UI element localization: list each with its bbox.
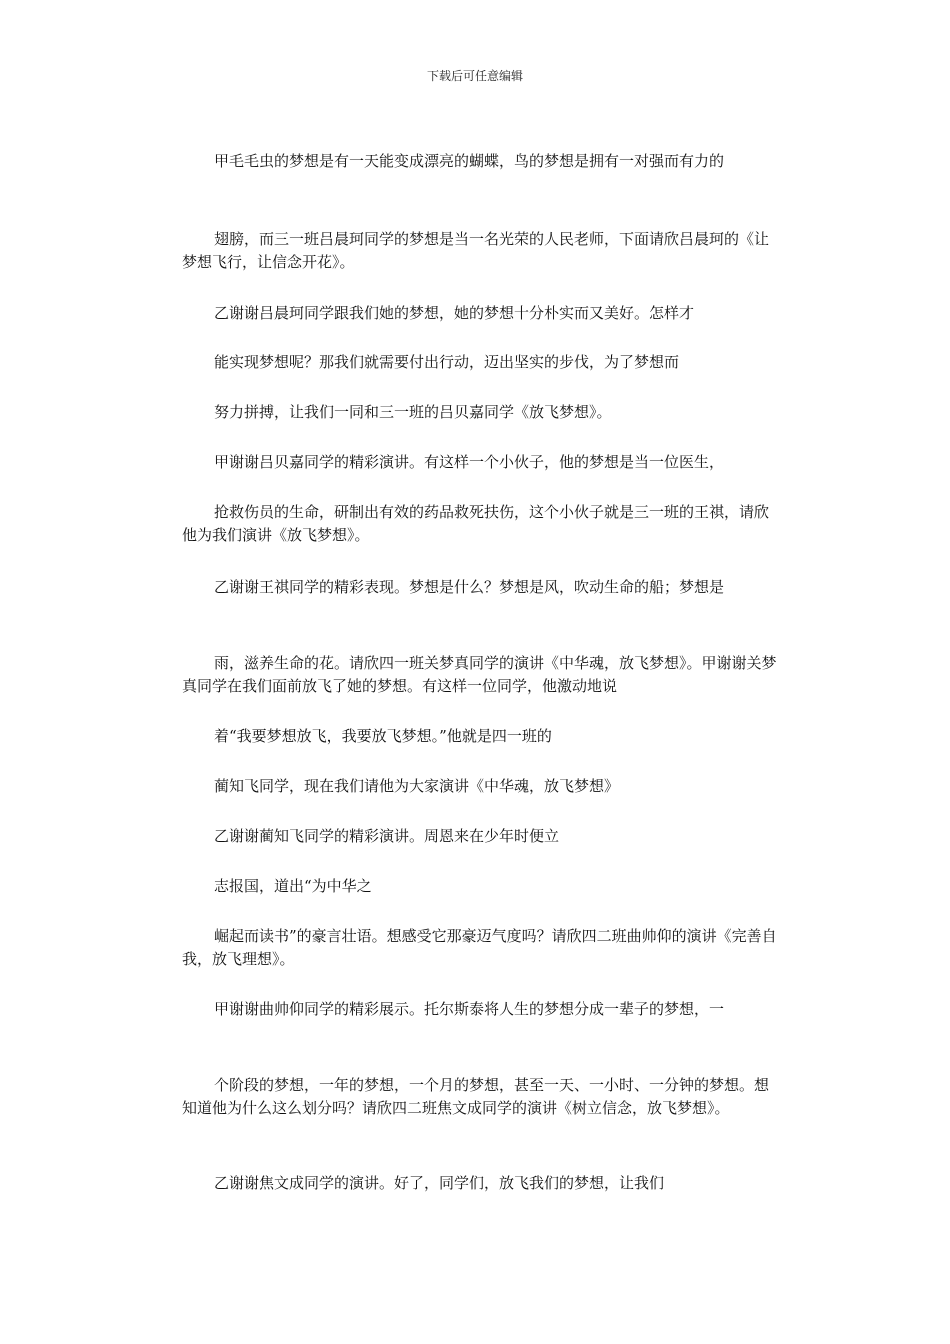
paragraph-5: 努力拼搏，让我们一同和三一班的吕贝嘉同学《放飞梦想》。 [214,403,612,421]
paragraph-16: 个阶段的梦想，一年的梦想，一个月的梦想，甚至一天、一小时、一分钟的梦想。想知道他为什么这么划分吗？请欣四二班焦文成同学的演讲《树立信念，放飞梦想》。 [182,1076,770,1117]
paragraph-15: 甲谢谢曲帅仰同学的精彩展示。托尔斯泰将人生的梦想分成一辈子的梦想，一 [214,1000,725,1018]
paragraph-1: 甲毛毛虫的梦想是有一天能变成漂亮的蝴蝶，鸟的梦想是拥有一对强而有力的 [214,152,725,170]
paragraph-10: 着“我要梦想放飞，我要放飞梦想。”他就是四一班的 [214,727,552,745]
page-header: 下载后可任意编辑 [426,69,523,83]
paragraph-12: 乙谢谢蔺知飞同学的精彩演讲。周恩来在少年时便立 [214,827,560,845]
paragraph-4: 能实现梦想呢？那我们就需要付出行动，迈出坚实的步伐，为了梦想而 [214,353,680,371]
paragraph-3: 乙谢谢吕晨珂同学跟我们她的梦想，她的梦想十分朴实而又美好。怎样才 [214,304,695,322]
paragraph-17: 乙谢谢焦文成同学的演讲。好了，同学们，放飞我们的梦想，让我们 [214,1174,665,1192]
paragraph-7: 抢救伤员的生命，研制出有效的药品救死扶伤，这个小伙子就是三一班的王祺，请欣他为我们演讲《放飞梦想》。 [182,503,770,544]
paragraph-13: 志报国，道出“为中华之 [214,877,372,895]
paragraph-9: 雨，滋养生命的花。请欣四一班关梦真同学的演讲《中华魂，放飞梦想》。甲谢谢关梦真同学在我们面前放飞了她的梦想。有这样一位同学，他激动地说 [182,654,777,695]
paragraph-11: 蔺知飞同学，现在我们请他为大家演讲《中华魂，放飞梦想》 [214,777,620,795]
paragraph-2: 翅膀，而三一班吕晨珂同学的梦想是当一名光荣的人民老师，下面请欣吕晨珂的《让梦想飞行，让信念开花》。 [182,230,770,271]
paragraph-6: 甲谢谢吕贝嘉同学的精彩演讲。有这样一个小伙子，他的梦想是当一位医生， [214,453,725,471]
paragraph-14: 崛起而读书”的豪言壮语。想感受它那豪迈气度吗？请欣四二班曲帅仰的演讲《完善自我，放飞理想》。 [182,927,777,968]
paragraph-8: 乙谢谢王祺同学的精彩表现。梦想是什么？梦想是风，吹动生命的船；梦想是 [214,578,725,596]
